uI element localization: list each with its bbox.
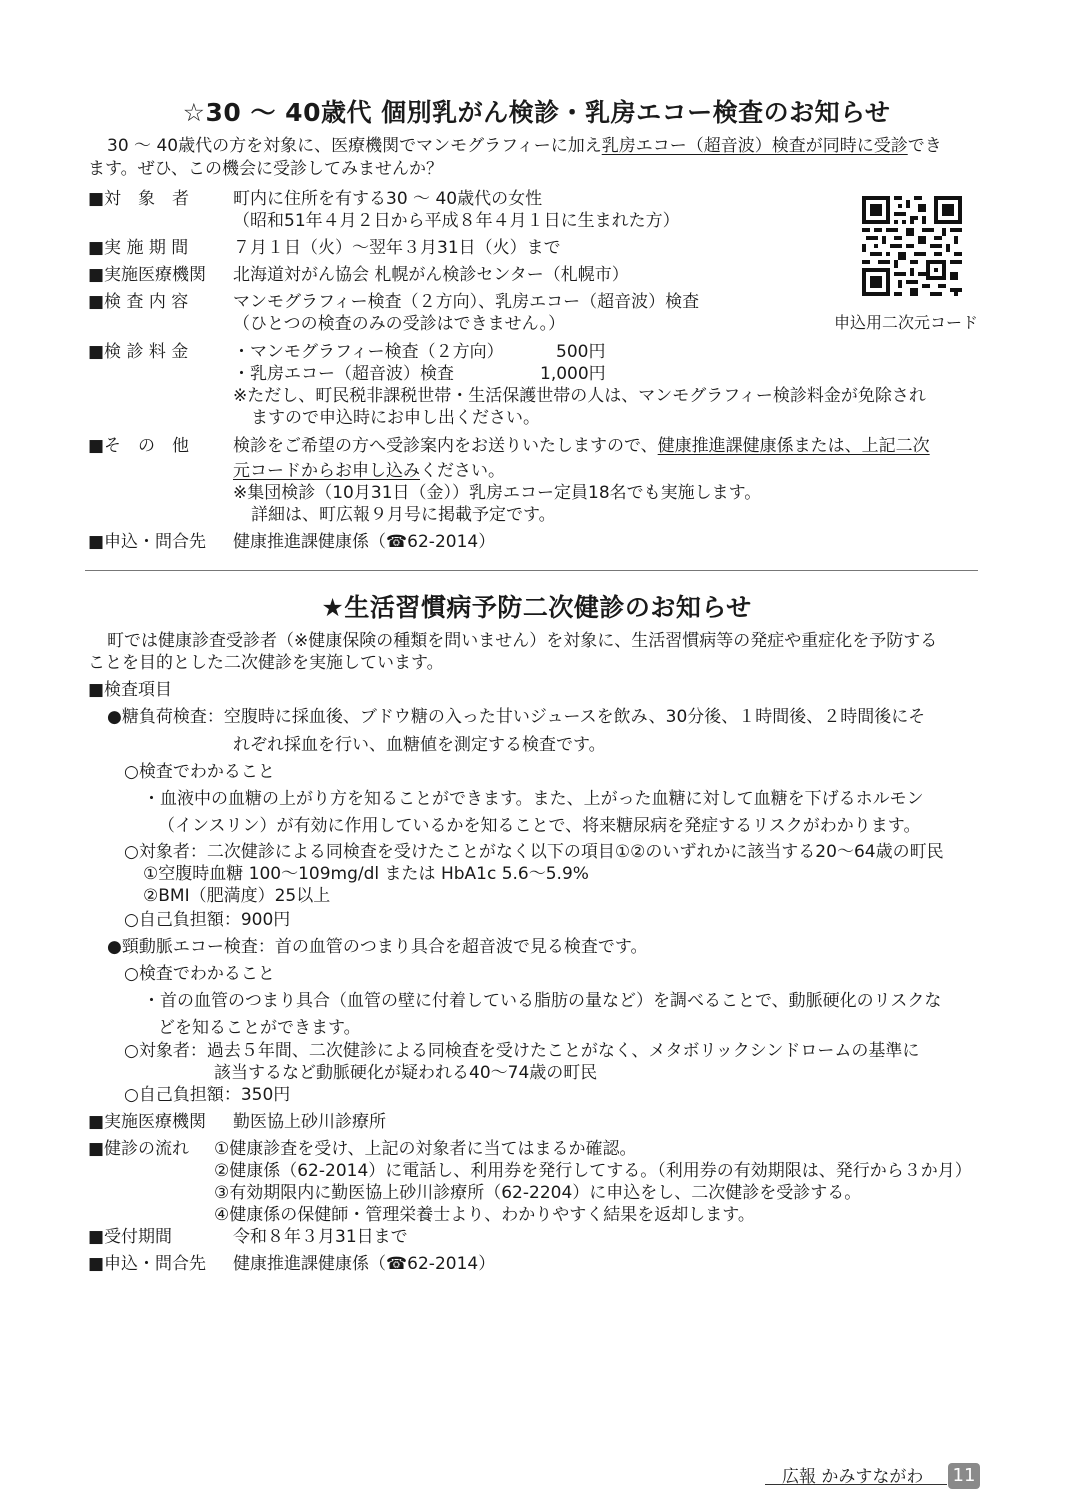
fee-item2-name: ・乳房エコー（超音波）検査 bbox=[233, 364, 454, 384]
other-line1 bbox=[233, 435, 930, 457]
flow-label: ■健診の流れ bbox=[88, 1139, 190, 1159]
content-line2: （ひとつの検査のみの受診はできません。） bbox=[233, 314, 566, 334]
section2-intro-line2: ことを目的とした二次健診を実施しています。 bbox=[88, 653, 444, 673]
fee-note-line2: ますので申込時にお申し出ください。 bbox=[251, 408, 540, 428]
target-label: ■対 象 者 bbox=[88, 189, 190, 209]
contact-value: 健康推進課健康係（☎62-2014） bbox=[233, 532, 496, 552]
other-text-underlined: 健康推進課健康係または、上記二次 bbox=[657, 436, 930, 456]
section2-institution-label: ■実施医療機関 bbox=[88, 1112, 207, 1132]
carotid-test-line1: ●頸動脈エコー検査：首の血管のつまり具合を超音波で見る検査です。 bbox=[107, 937, 648, 957]
section1-intro-line1 bbox=[107, 135, 942, 157]
fee-item2-price: 1,000円 bbox=[540, 364, 606, 384]
other-apply-rest: ください。 bbox=[420, 461, 505, 481]
glucose-know-heading: ○検査でわかること bbox=[124, 762, 275, 782]
footer-rule bbox=[765, 1484, 947, 1485]
section-divider bbox=[85, 570, 978, 571]
content-line1: マンモグラフィー検査（２方向）、乳房エコー（超音波）検査 bbox=[233, 292, 700, 312]
period-value: ７月１日（火）～翌年３月31日（火）まで bbox=[233, 238, 561, 258]
items-label: ■検査項目 bbox=[88, 680, 173, 700]
carotid-know-heading: ○検査でわかること bbox=[124, 964, 275, 984]
reception-period-label: ■受付期間 bbox=[88, 1227, 173, 1247]
flow-step4: ④健康係の保健師・管理栄養士より、わかりやすく結果を返却します。 bbox=[214, 1205, 755, 1225]
carotid-target-line1: ○対象者：過去５年間、二次健診による同検査を受けたことがなく、メタボリックシンドロームの基準に bbox=[124, 1041, 920, 1061]
section2-institution-value: 勤医協上砂川診療所 bbox=[233, 1112, 386, 1132]
fee-item1-price: 500円 bbox=[556, 342, 606, 362]
publication-name: 広報 かみすながわ bbox=[782, 1467, 924, 1487]
glucose-target: ○対象者：二次健診による同検査を受けたことがなく以下の項目①②のいずれかに該当する20～64歳の町民 bbox=[124, 842, 944, 862]
page-number-badge: 11 bbox=[948, 1463, 980, 1489]
institution-label: ■実施医療機関 bbox=[88, 265, 207, 285]
carotid-know-line1: ・首の血管のつまり具合（血管の壁に付着している脂肪の量など）を調べることで、動脈硬化のリスクな bbox=[143, 991, 942, 1011]
glucose-fee: ○自己負担額：900円 bbox=[124, 910, 291, 930]
content-label: ■検 査 内 容 bbox=[88, 292, 189, 312]
flow-step2: ②健康係（62-2014）に電話し、利用券を発行してする。（利用券の有効期限は、発行から３か月） bbox=[214, 1161, 972, 1181]
glucose-test-line2: れぞれ採血を行い、血糖値を測定する検査です。 bbox=[233, 735, 606, 755]
section2-intro-line1: 町では健康診査受診者（※健康保険の種類を問いません）を対象に、生活習慣病等の発症や重症化を予防する bbox=[107, 631, 938, 651]
other-line3: ※集団検診（10月31日（金））乳房エコー定員18名でも実施します。 bbox=[233, 483, 762, 503]
glucose-know-line2: （インスリン）が有効に作用しているかを知ることで、将来糖尿病を発症するリスクがわかります。 bbox=[158, 816, 921, 836]
other-text-a: 検診をご希望の方へ受診案内をお送りいたしますので、 bbox=[233, 436, 658, 456]
intro-text-c: でき bbox=[907, 136, 942, 156]
section1-intro-line2: ます。ぜひ、この機会に受診してみませんか？ bbox=[88, 159, 443, 179]
period-label: ■実 施 期 間 bbox=[88, 238, 189, 258]
flow-step3: ③有効期限内に勤医協上砂川診療所（62-2204）に申込をし、二次健診を受診する。 bbox=[214, 1183, 862, 1203]
fee-note-line1: ※ただし、町民税非課税世帯・生活保護世帯の人は、マンモグラフィー検診料金が免除され bbox=[233, 386, 926, 406]
glucose-know-line1: ・血液中の血糖の上がり方を知ることができます。また、上がった血糖に対して血糖を下げるホルモン bbox=[143, 789, 924, 809]
intro-text-underlined: 乳房エコー（超音波）検査が同時に受診 bbox=[601, 136, 908, 156]
flow-step1: ①健康診査を受け、上記の対象者に当てはまるか確認。 bbox=[214, 1139, 637, 1159]
target-line1: 町内に住所を有する30 ～ 40歳代の女性 bbox=[233, 189, 543, 209]
other-line2 bbox=[233, 460, 505, 482]
section2-contact-label: ■申込・問合先 bbox=[88, 1254, 207, 1274]
reception-period-value: 令和８年３月31日まで bbox=[233, 1227, 408, 1247]
qr-caption: 申込用二次元コード bbox=[834, 313, 979, 332]
section1-title: ☆30 ～ 40歳代 個別乳がん検診・乳房エコー検査のお知らせ bbox=[182, 98, 891, 127]
qr-code-image[interactable] bbox=[862, 196, 962, 296]
other-apply-underlined: 元コードからお申し込み bbox=[233, 461, 420, 481]
fee-label: ■検 診 料 金 bbox=[88, 342, 189, 362]
fee-item1-name: ・マンモグラフィー検査（２方向） bbox=[233, 342, 504, 362]
contact-label: ■申込・問合先 bbox=[88, 532, 207, 552]
other-line4: 詳細は、町広報９月号に掲載予定です。 bbox=[251, 505, 556, 525]
section2-contact-value: 健康推進課健康係（☎62-2014） bbox=[233, 1254, 496, 1274]
intro-text-a: 30 ～ 40歳代の方を対象に、医療機関でマンモグラフィーに加え bbox=[107, 136, 602, 156]
other-label: ■そ の 他 bbox=[88, 436, 190, 456]
target-line2: （昭和51年４月２日から平成８年４月１日に生まれた方） bbox=[233, 211, 680, 231]
glucose-test-line1: ●糖負荷検査：空腹時に採血後、ブドウ糖の入った甘いジュースを飲み、30分後、１時間後、２時間後にそ bbox=[107, 707, 926, 727]
section2-title: ★生活習慣病予防二次健診のお知らせ bbox=[321, 593, 752, 622]
glucose-condition1: ①空腹時血糖 100～109mg/dl または HbA1c 5.6～5.9% bbox=[143, 864, 589, 884]
carotid-target-line2: 該当するなど動脈硬化が疑われる40～74歳の町民 bbox=[214, 1063, 598, 1083]
carotid-fee: ○自己負担額：350円 bbox=[124, 1085, 291, 1105]
carotid-know-line2: どを知ることができます。 bbox=[158, 1018, 361, 1038]
institution-value: 北海道対がん協会 札幌がん検診センター（札幌市） bbox=[233, 265, 629, 285]
glucose-condition2: ②BMI（肥満度）25以上 bbox=[143, 886, 331, 906]
